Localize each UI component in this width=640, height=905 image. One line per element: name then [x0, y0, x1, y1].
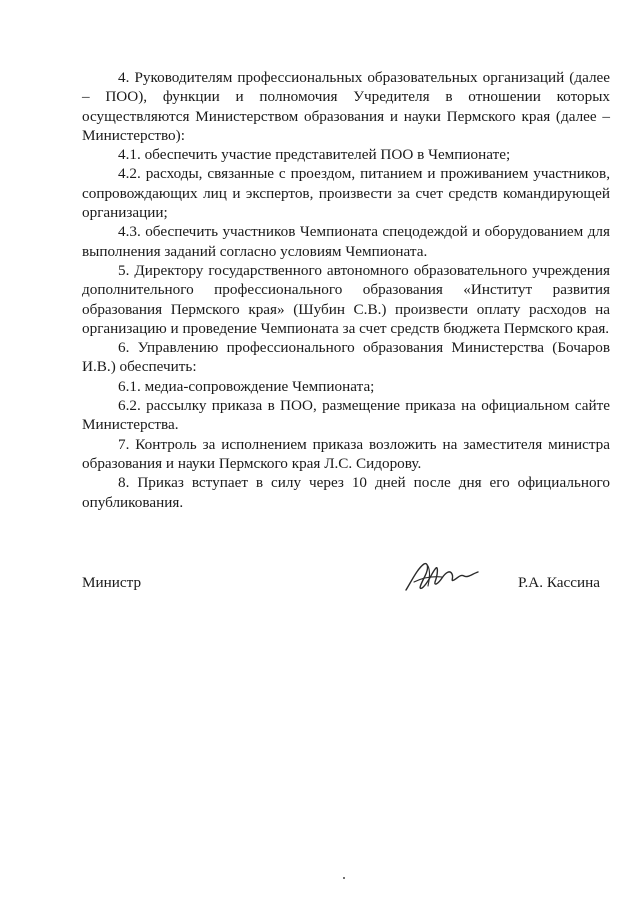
paragraph-item-4: 4. Руководителям профессиональных образовательных организаций (далее – ПОО), функции и полномочия Учредителя в отношении которых осуществляются Министерством образования и науки Пермского края (далее – Министерство):: [82, 69, 610, 144]
paragraph-item-5: 5. Директору государственного автономного образовательного учреждения дополнительного профессионального образования «Институт развития образования Пермского края» (Шубин С.В.) произвести оплату расходов на организацию и проведение Чемпионата за счет средств бюджета Пермского края.: [82, 261, 610, 337]
paragraph-item-4-2: 4.2. расходы, связанные с проездом, питанием и проживанием участников, сопровождающих лиц и экспертов, произвести за счет средств командирующей организации;: [82, 165, 610, 222]
signatory-name: Р.А. Кассина: [517, 574, 600, 591]
handwritten-signature-icon: [402, 560, 484, 594]
signatory-title: Министр: [82, 574, 142, 591]
paragraph-item-8: 8. Приказ вступает в силу через 10 дней после дня его официального опубликования.: [82, 474, 610, 511]
signature-block: [82, 574, 610, 604]
document-body: [82, 68, 610, 512]
paragraph-item-4-1: 4.1. обеспечить участие представителей ПОО в Чемпионате;: [118, 146, 511, 164]
paragraph-item-6-1: 6.1. медиа-сопровождение Чемпионата;: [118, 377, 375, 395]
paragraph-item-7: 7. Контроль за исполнением приказа возложить на заместителя министра образования и науки Пермского края Л.С. Сидорову.: [82, 435, 610, 472]
scan-speck: [343, 877, 345, 879]
paragraph-item-6-2: 6.2. рассылку приказа в ПОО, размещение приказа на официальном сайте Министерства.: [82, 397, 610, 434]
paragraph-item-6: 6. Управлению профессионального образования Министерства (Бочаров И.В.) обеспечить:: [82, 339, 610, 376]
paragraph-item-4-3: 4.3. обеспечить участников Чемпионата спецодеждой и оборудованием для выполнения заданий согласно условиям Чемпионата.: [82, 223, 610, 260]
